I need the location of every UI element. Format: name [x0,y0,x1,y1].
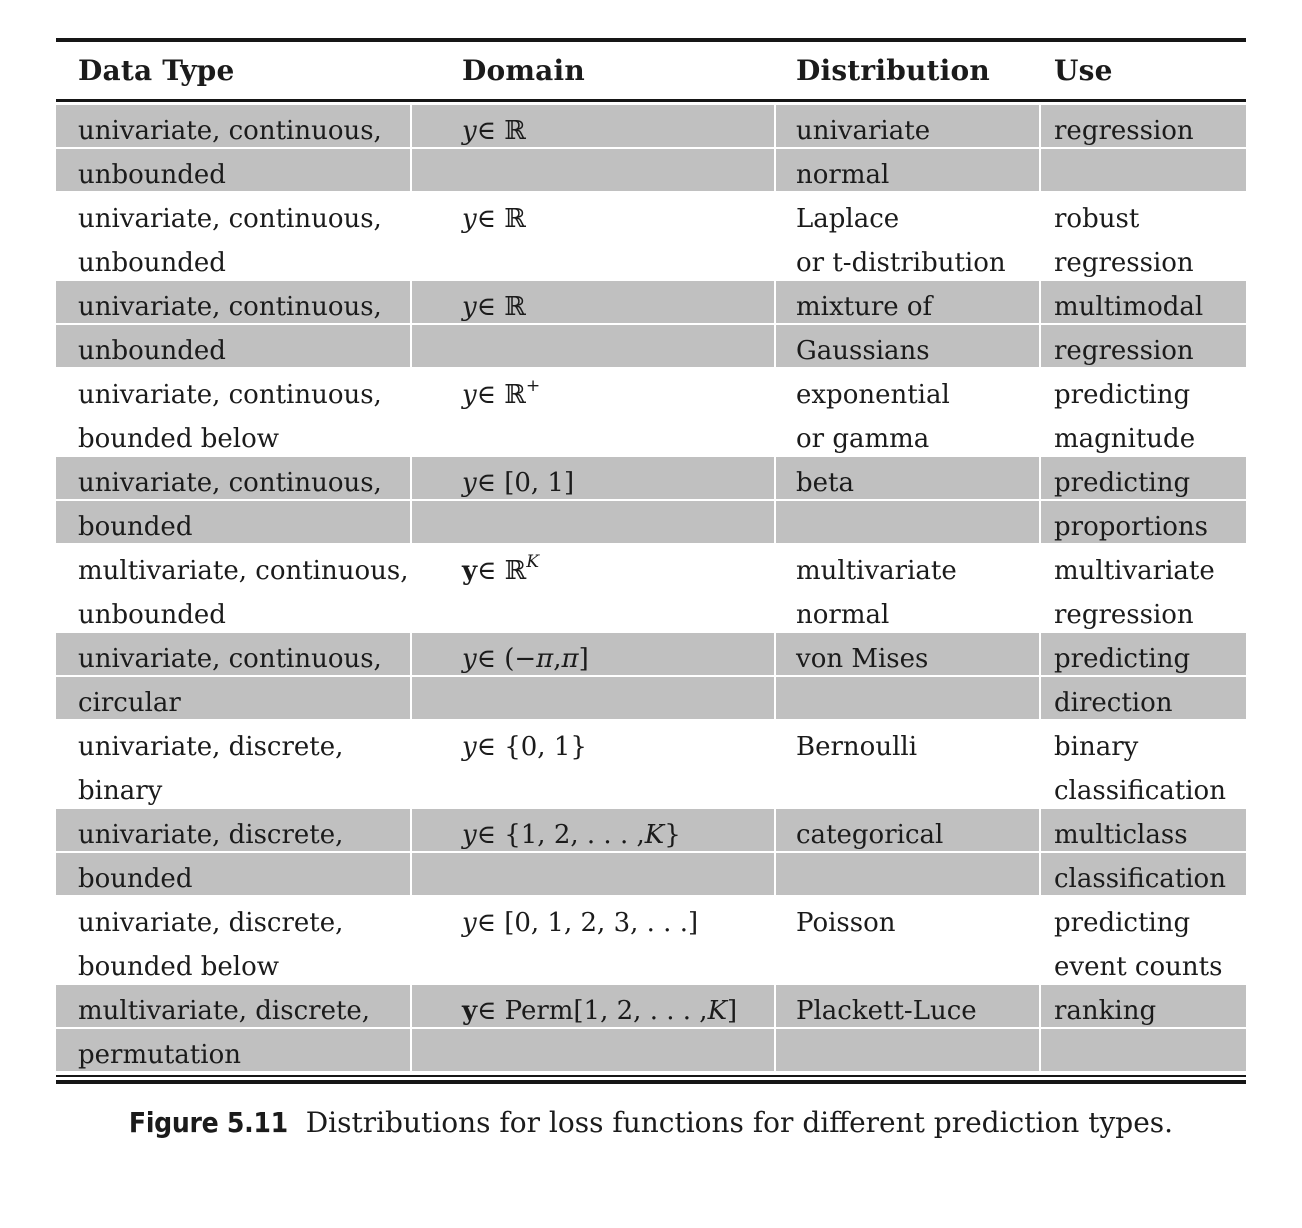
cell-domain [412,149,774,191]
column-header-domain: Domain [462,54,585,87]
cell-use: binary [1041,721,1246,763]
cell-use: regression [1041,237,1246,279]
cell-data-type: univariate, continuous, [56,457,410,499]
cell-domain [412,501,774,543]
cell-use: predicting [1041,457,1246,499]
cell-use: direction [1041,677,1246,719]
cell-data-type: univariate, continuous, [56,369,410,411]
cell-data-type: unbounded [56,149,410,191]
cell-use: robust [1041,193,1246,235]
figure-caption [0,1106,1302,1139]
cell-distribution: multivariate [776,545,1039,587]
cell-distribution: Laplace [776,193,1039,235]
cell-domain: y ∈ {0, 1} [412,721,774,763]
cell-domain [412,853,774,895]
cell-distribution: beta [776,457,1039,499]
cell-use: proportions [1041,501,1246,543]
column-header-data-type: Data Type [78,54,235,87]
cell-distribution: Bernoulli [776,721,1039,763]
cell-distribution [776,501,1039,543]
cell-data-type: univariate, discrete, [56,721,410,763]
cell-use: classification [1041,765,1246,807]
cell-use: ranking [1041,985,1246,1027]
cell-data-type: unbounded [56,325,410,367]
cell-data-type: unbounded [56,589,410,631]
cell-domain: y ∈ {1, 2, . . . , K } [412,809,774,851]
cell-distribution: Gaussians [776,325,1039,367]
cell-domain: y ∈ [0, 1, 2, 3, . . .] [412,897,774,939]
cell-data-type: univariate, continuous, [56,105,410,147]
cell-data-type: circular [56,677,410,719]
cell-use: magnitude [1041,413,1246,455]
cell-data-type: multivariate, discrete, [56,985,410,1027]
cell-domain [412,941,774,983]
cell-use: regression [1041,325,1246,367]
cell-domain [412,237,774,279]
cell-data-type: unbounded [56,237,410,279]
cell-use: multimodal [1041,281,1246,323]
cell-use: classification [1041,853,1246,895]
cell-domain [412,765,774,807]
cell-use: predicting [1041,897,1246,939]
cell-use: regression [1041,589,1246,631]
cell-distribution [776,1029,1039,1071]
cell-domain [412,1029,774,1071]
cell-use: regression [1041,105,1246,147]
cell-distribution: exponential [776,369,1039,411]
cell-domain: y ∈ ℝ [412,281,774,323]
cell-data-type: bounded [56,853,410,895]
cell-distribution: categorical [776,809,1039,851]
cell-data-type: univariate, discrete, [56,809,410,851]
cell-domain: y ∈ ℝ + [412,369,774,411]
cell-use: predicting [1041,369,1246,411]
cell-data-type: binary [56,765,410,807]
column-header-use: Use [1054,54,1113,87]
table-header-rule [56,99,1246,102]
cell-data-type: permutation [56,1029,410,1071]
cell-data-type: univariate, continuous, [56,193,410,235]
cell-use: multiclass [1041,809,1246,851]
cell-distribution: Plackett-Luce [776,985,1039,1027]
cell-domain [412,589,774,631]
cell-domain [412,325,774,367]
cell-distribution: mixture of [776,281,1039,323]
cell-domain: y ∈ Perm[1, 2, . . . , K ] [412,985,774,1027]
cell-distribution [776,853,1039,895]
figure-caption-text: Distributions for loss functions for different prediction types. [305,1106,1174,1139]
cell-data-type: univariate, continuous, [56,633,410,675]
cell-distribution [776,677,1039,719]
cell-use: event counts [1041,941,1246,983]
table-body [56,105,1246,1071]
cell-distribution: Poisson [776,897,1039,939]
table-bottom-rule [56,1075,1246,1084]
figure-label: Figure 5.11 [128,1106,288,1139]
table-header-row [56,42,1246,99]
cell-domain [412,677,774,719]
cell-distribution [776,765,1039,807]
cell-domain: y ∈ ℝ [412,105,774,147]
cell-distribution: von Mises [776,633,1039,675]
cell-domain: y ∈ [0, 1] [412,457,774,499]
cell-use: multivariate [1041,545,1246,587]
distribution-table-figure [56,38,1246,1084]
cell-domain: y ∈ (− π , π ] [412,633,774,675]
column-header-distribution: Distribution [796,54,990,87]
cell-domain: y ∈ ℝ $^K$ [412,545,774,587]
cell-distribution: or t-distribution [776,237,1039,279]
cell-data-type: univariate, discrete, [56,897,410,939]
cell-data-type: bounded below [56,413,410,455]
cell-distribution: univariate [776,105,1039,147]
cell-data-type: bounded [56,501,410,543]
cell-use [1041,149,1246,191]
cell-distribution: normal [776,589,1039,631]
cell-distribution: or gamma [776,413,1039,455]
cell-domain [412,413,774,455]
cell-data-type: univariate, continuous, [56,281,410,323]
cell-domain: y ∈ ℝ [412,193,774,235]
cell-distribution: normal [776,149,1039,191]
cell-data-type: multivariate, continuous, [56,545,410,587]
cell-use: predicting [1041,633,1246,675]
cell-use [1041,1029,1246,1071]
cell-distribution [776,941,1039,983]
cell-data-type: bounded below [56,941,410,983]
